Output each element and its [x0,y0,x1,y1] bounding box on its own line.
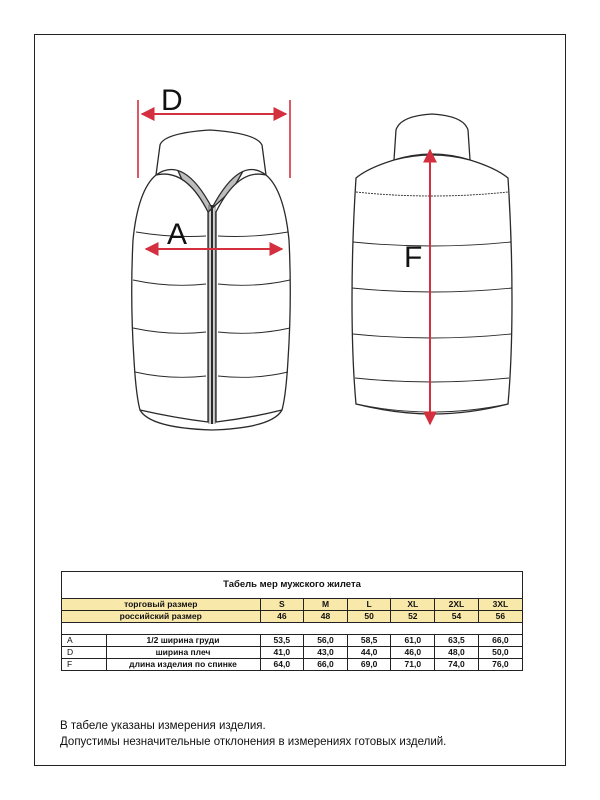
trade-size-row [62,599,522,611]
measure-cell: 76,0 [492,659,509,669]
vest-front [132,130,291,430]
measure-cell: 46,0 [391,647,435,659]
measure-cell: 44,0 [347,647,391,659]
measure-cell: 71,0 [391,659,435,671]
russian-size-row [62,611,522,623]
size-cell: S [260,599,304,611]
size-cell: 54 [435,611,479,623]
footnote [60,718,446,750]
measure-cell: 66,0 [304,659,348,671]
measure-cell: 58,5 [347,635,391,647]
label-a: A [167,218,188,251]
measure-row-d [62,647,522,659]
measure-cell: 50,0 [478,647,522,659]
size-cell: M [304,599,348,611]
size-cell: 46 [260,611,304,623]
size-cell: 2XL [435,599,479,611]
measure-cell: 66,0 [478,635,522,647]
size-cell: 50 [347,611,391,623]
table-title: Табель мер мужского жилета [62,572,522,599]
row-label: российский размер [62,611,260,623]
measure-cell: 61,0 [391,635,435,647]
measure-cell: 41,0 [260,647,304,659]
measure-name: длина изделия по спинке [106,659,260,671]
size-table [62,599,522,670]
size-cell: 3XL [478,599,522,611]
measure-cell: 74,0 [435,659,479,671]
size-cell: 48 [304,611,348,623]
note-line: Допустимы незначительные отклонения в измерениях готовых изделий. [60,736,447,748]
label-f: F [404,241,423,274]
size-cell: L [347,599,391,611]
measure-cell: 43,0 [304,647,348,659]
measure-row-a [62,635,522,647]
measure-cell: 56,0 [304,635,348,647]
measure-cell: 69,0 [347,659,391,671]
note-line: В табеле указаны измерения изделия. [60,720,266,732]
measure-code: A [62,635,106,647]
vest-back [352,114,512,414]
measure-name: 1/2 ширина груди [106,635,260,647]
size-cell: 56 [478,611,522,623]
size-chart [61,571,523,671]
table-spacer [62,623,522,635]
size-cell: XL [391,599,435,611]
measure-cell: 64,0 [260,659,304,671]
measure-row-f [62,659,522,671]
measure-cell: 53,5 [260,635,304,647]
measure-cell: 63,5 [435,635,479,647]
measure-code: F [62,659,106,671]
measure-code: D [62,647,106,659]
measure-name: ширина плеч [106,647,260,659]
size-cell: 52 [391,611,435,623]
measure-cell: 48,0 [435,647,479,659]
row-label: торговый размер [62,599,260,611]
label-d: D [161,84,183,117]
